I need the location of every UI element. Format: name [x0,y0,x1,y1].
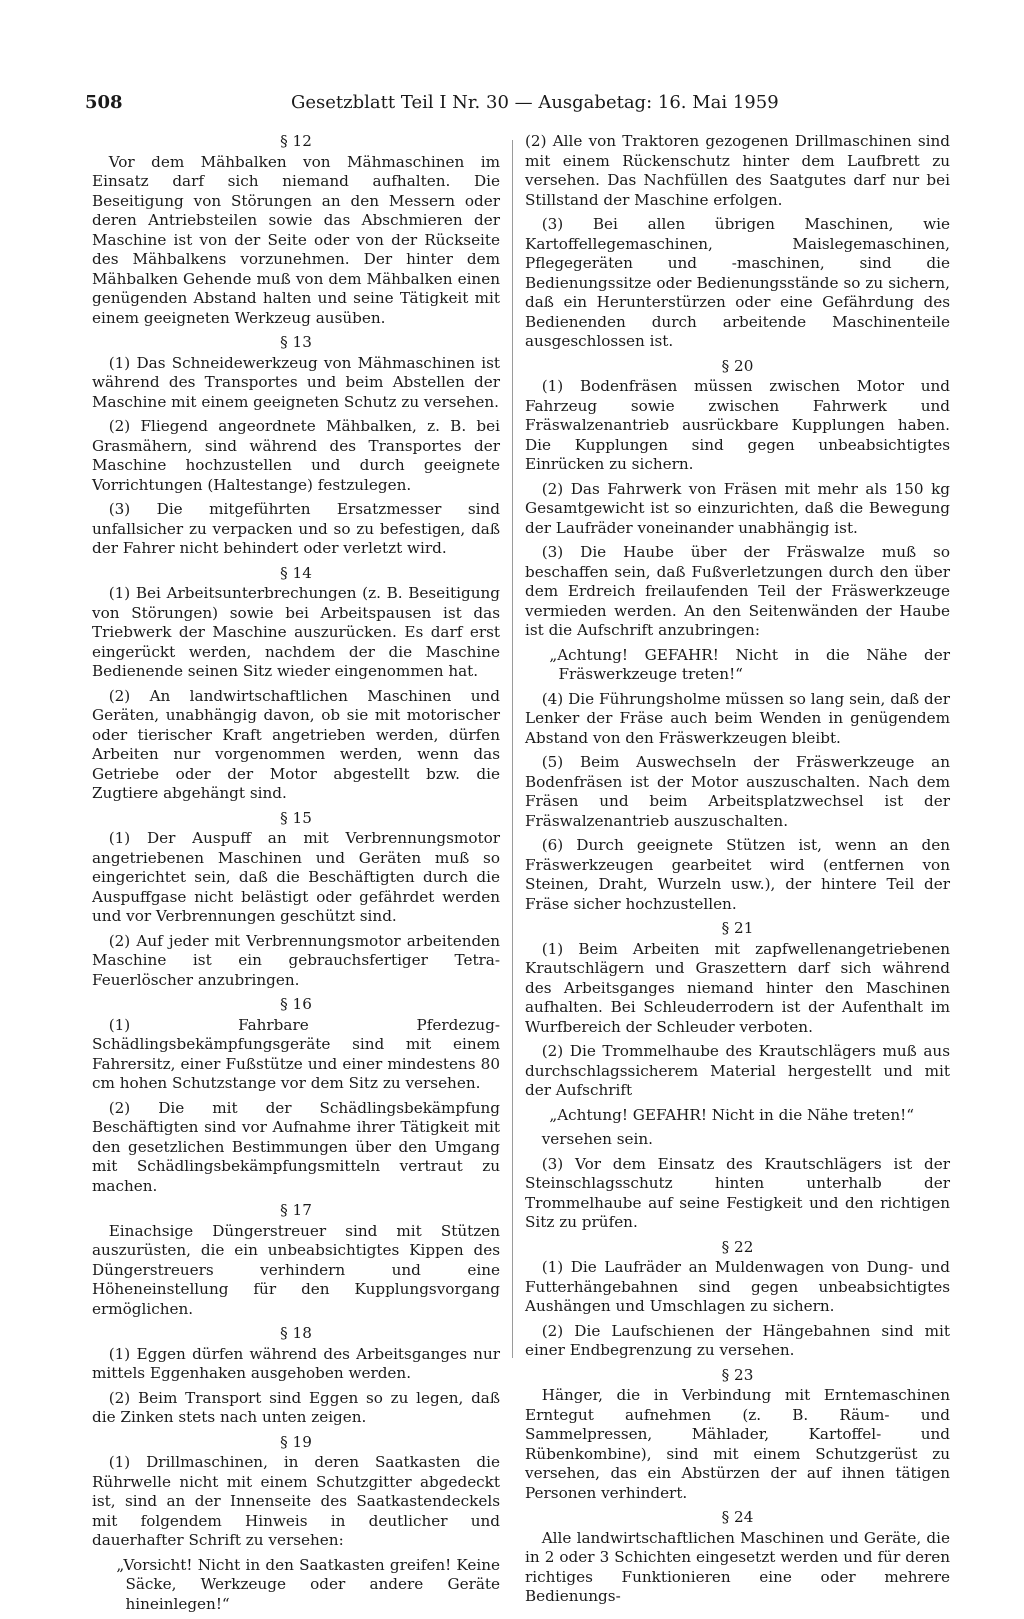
paragraph: Einachsige Düngerstreuer sind mit Stützen auszurüsten, die ein unbeabsichtigtes Kippen des Düngerstreuers verhindern und eine Höheneinstellung für den Kupplungsvorgang ermöglichen. [92,1221,500,1318]
paragraph: (2) Beim Transport sind Eggen so zu legen, daß die Zinken stets nach unten zeigen. [92,1388,500,1426]
section-heading: § 19 [280,1432,312,1451]
paragraph: (4) Die Führungsholme müssen so lang sein, daß der Lenker der Fräse auch beim Wenden in genügendem Abstand von den Fräswerkzeugen bleibt. [525,689,950,747]
paragraph: (1) Eggen dürfen während des Arbeitsganges nur mittels Eggenhaken ausgehoben werden. [92,1344,500,1382]
paragraph: (2) Fliegend angeordnete Mähbalken, z. B. bei Grasmähern, sind während des Transportes der Maschine hochzustellen und durch geeignete Vorrichtungen (Haltestange) festzulegen. [92,417,500,494]
paragraph: (3) Die mitgeführten Ersatzmesser sind unfallsicher zu verpacken und so zu befestigen, daß der Fahrer nicht behindert oder verletzt wird. [92,500,500,557]
paragraph: Hänger, die in Verbindung mit Erntemaschinen Erntegut aufnehmen (z. B. Räum- und Sammelpressen, Mählader, Kartoffel- und Rübenkombine), sind mit einem Schutzgerüst zu versehen, das ein Abstürzen der auf ihnen tätigen Personen verhindert. [525,1386,950,1502]
paragraph: (6) Durch geeignete Stützen ist, wenn an den Fräswerkzeugen gearbeitet wird (entfernen von Steinen, Draht, Wurzeln usw.), der hintere Teil der Fräse sicher hochzustellen. [525,836,950,913]
paragraph: (1) Fahrbare Pferdezug-Schädlingsbekämpfungsgeräte sind mit einem Fahrersitz, einer Fußstütze und einer mindestens 80 cm hohen Schutzstange vor dem Sitz zu versehen. [92,1015,500,1092]
section-heading: § 14 [280,563,312,582]
paragraph: (1) Drillmaschinen, in deren Saatkasten die Rührwelle nicht mit einem Schutzgitter abgedeckt ist, sind an der Innenseite des Saatkastendeckels mit folgendem Hinweis in deutlicher und dauerhafter Schrift zu versehen: [92,1453,500,1549]
paragraph: (3) Bei allen übrigen Maschinen, wie Kartoffellegemaschinen, Maislegemaschinen, Pflegegeräten und -maschinen, sind die Bedienungssitze oder Bedienungsstände so zu sichern, daß ein Herunterstürzen oder eine Gefährdung des Bedienenden durch arbeitende Maschinenteile ausgeschlossen ist. [525,215,950,350]
page-header [85,92,955,118]
paragraph: (1) Beim Arbeiten mit zapfwellenangetriebenen Krautschlägern und Graszettern darf sich während des Arbeitsganges niemand hinter den Maschinen aufhalten. Bei Schleuderrodern ist der Aufenthalt im Wurfbereich der Schleuder verboten. [525,939,950,1036]
paragraph: (2) Auf jeder mit Verbrennungsmotor arbeitenden Maschine ist ein gebrauchsfertiger Tetra-Feuerlöscher anzubringen. [92,931,500,989]
section-heading: § 17 [280,1201,312,1219]
quoted-notice: „Vorsicht! Nicht in den Saatkasten greifen! Keine Säcke, Werkzeuge oder andere Geräte hineinlegen!“ [116,1555,500,1613]
section-heading: § 12 [280,132,312,150]
paragraph: Vor dem Mähbalken von Mähmaschinen im Einsatz darf sich niemand aufhalten. Die Beseitigung von Störungen an den Messern oder deren Antriebsteilen sowie das Abschmieren der Maschine ist von der Seite oder von der Rückseite des Mähbalkens vorzunehmen. Der hinter dem Mähbalken Gehende muß von dem Mähbalken einen genügenden Abstand halten und seine Tätigkeit mit einem geeigneten Werkzeug ausüben. [92,152,500,327]
section-heading: § 18 [280,1324,312,1342]
left-column [92,132,500,1619]
paragraph: (2) Das Fahrwerk von Fräsen mit mehr als 150 kg Gesamtgewicht ist so einzurichten, daß die Bewegung der Laufräder voneinander unabhängig ist. [525,479,950,537]
paragraph: (1) Die Laufräder an Muldenwagen von Dung- und Futterhängebahnen sind gegen unbeabsichtigtes Aushängen und Umschlagen zu sichern. [525,1258,950,1315]
paragraph: (5) Beim Auswechseln der Fräswerkzeuge an Bodenfräsen ist der Motor auszuschalten. Nach dem Fräsen und beim Arbeitsplatzwechsel ist der Fräswalzenantrieb auszuschalten. [525,753,950,830]
paragraph: (2) An landwirtschaftlichen Maschinen und Geräten, unabhängig davon, ob sie mit motorischer oder tierischer Kraft angetrieben werden, dürfen Arbeiten nur vorgenommen werden, wenn das Getriebe oder der Motor abgestellt bzw. die Zugtiere abgehängt sind. [92,686,500,802]
section-heading: § 13 [280,333,312,351]
paragraph: (2) Alle von Traktoren gezogenen Drillmaschinen sind mit einem Rückenschutz hinter dem Laufbrett zu versehen. Das Nachfüllen des Saatgutes darf nur bei Stillstand der Maschine erfolgen. [525,132,950,209]
column-divider [512,140,513,1358]
paragraph: (2) Die mit der Schädlingsbekämpfung Beschäftigten sind vor Aufnahme ihrer Tätigkeit mit den gesetzlichen Bestimmungen über den Umgang mit Schädlingsbekämpfungsmitteln vertraut zu machen. [92,1098,500,1195]
paragraph: versehen sein. [541,1130,653,1148]
page-number: 508 [85,92,123,113]
quoted-notice: „Achtung! GEFAHR! Nicht in die Nähe treten!“ [549,1105,915,1124]
quoted-notice: „Achtung! GEFAHR! Nicht in die Nähe der Fräswerkzeuge treten!“ [549,645,950,683]
section-heading: § 22 [721,1237,754,1256]
paragraph: (3) Die Haube über der Fräswalze muß so beschaffen sein, daß Fußverletzungen durch den über dem Erdreich freilaufenden Teil der Fräswerkzeuge vermieden werden. An den Seitenwänden der Haube ist die Aufschrift anzubringen: [525,543,950,639]
paragraph: Alle landwirtschaftlichen Maschinen und Geräte, die in 2 oder 3 Schichten eingesetzt werden und für deren richtiges Funktionieren eine oder mehrere Bedienungs- [525,1528,950,1605]
section-heading: § 20 [721,356,754,375]
section-heading: § 16 [280,995,312,1013]
running-title: Gesetzblatt Teil I Nr. 30 — Ausgabetag: 16. Mai 1959 [291,92,779,113]
section-heading: § 15 [280,808,312,827]
paragraph: (1) Bodenfräsen müssen zwischen Motor und Fahrzeug sowie zwischen Fahrwerk und Fräswalzenantrieb ausrückbare Kupplungen haben. Die Kupplungen sind gegen unbeabsichtigtes Einrücken zu sichern. [525,377,950,473]
right-column [525,132,950,1612]
section-heading: § 21 [721,919,754,937]
paragraph: (3) Vor dem Einsatz des Krautschlägers ist der Steinschlagsschutz hinten unterhalb der Trommelhaube auf seine Festigkeit und den richtigen Sitz zu prüfen. [525,1154,950,1231]
paragraph: (1) Bei Arbeitsunterbrechungen (z. B. Beseitigung von Störungen) sowie bei Arbeitspausen ist das Triebwerk der Maschine auszurücken. Es darf erst eingerückt werden, nachdem der die Maschine Bedienende seinen Sitz wieder eingenommen hat. [92,584,500,680]
section-heading: § 24 [721,1508,754,1526]
section-heading: § 23 [721,1365,754,1384]
paragraph: (1) Das Schneidewerkzeug von Mähmaschinen ist während des Transportes und beim Abstellen der Maschine mit einem geeigneten Schutz zu versehen. [92,353,500,411]
paragraph: (2) Die Trommelhaube des Krautschlägers muß aus durchschlagssicherem Material hergestellt und mit der Aufschrift [525,1042,950,1099]
paragraph: (2) Die Laufschienen der Hängebahnen sind mit einer Endbegrenzung zu versehen. [525,1321,950,1359]
paragraph: (1) Der Auspuff an mit Verbrennungsmotor angetriebenen Maschinen und Geräten muß so eingerichtet sein, daß die Beschäftigten durch die Auspuffgase nicht belästigt oder gefährdet werden und vor Verbrennungen geschützt sind. [92,829,500,925]
